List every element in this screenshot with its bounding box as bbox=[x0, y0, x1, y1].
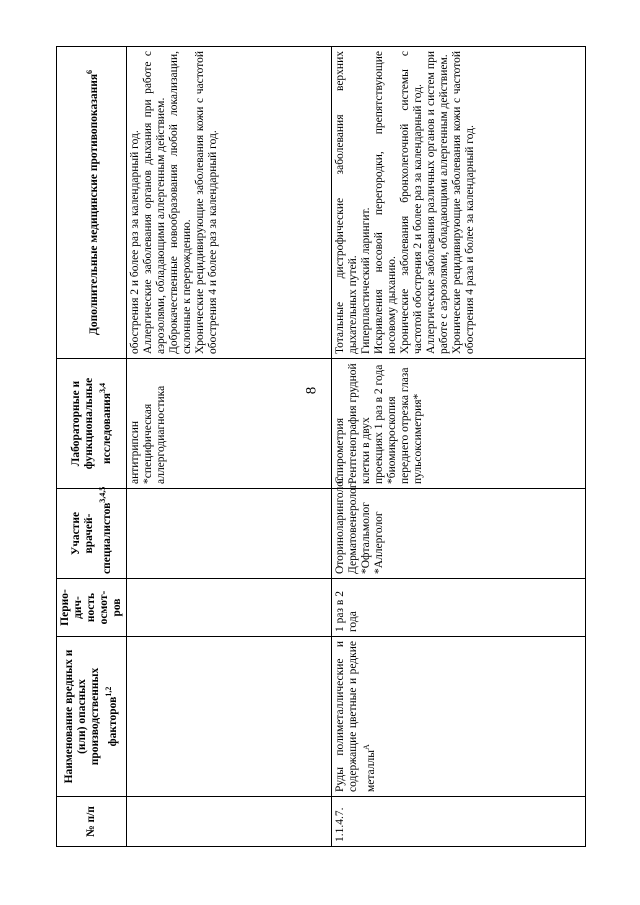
lab-item: антитрипсин bbox=[129, 420, 141, 484]
lab-item: *биомикроскопия переднего отрезка глаза bbox=[386, 367, 411, 484]
header-contra: Дополнительные медицинские противопоказания$^6$ bbox=[57, 47, 127, 359]
contra-item: Хронические заболевания бронхолегочной системы с частотой обострения 2 и более раз за календарный год. bbox=[399, 51, 424, 354]
header-num: № п/п bbox=[57, 797, 127, 847]
contra-item: Доброкачественные новообразования любой локализации, склонные к перерождению. bbox=[168, 51, 193, 354]
header-period: Перио-дич-ность осмот-ров bbox=[57, 579, 127, 637]
contra-item: обострения 2 и более раз за календарный год. bbox=[129, 130, 141, 354]
cell-lab bbox=[127, 359, 332, 489]
lab-item: Рентгенография грудной клетки в двух проекциях 1 раз в 2 года bbox=[347, 363, 385, 484]
cell-period: 1 раз в 2 года bbox=[332, 579, 586, 637]
rotated-table-container bbox=[56, 47, 586, 847]
specialist-item: Дерматовенеролог bbox=[347, 483, 359, 574]
lab-item: Спирометрия bbox=[334, 417, 346, 484]
cell-num bbox=[127, 797, 332, 847]
page-number: 8 bbox=[303, 386, 320, 394]
contra-item: Хронические рецидивирующие заболевания кожи с частотой обострения 4 раза и более за календарный год. bbox=[451, 51, 476, 354]
cell-period bbox=[127, 579, 332, 637]
cell-contra bbox=[127, 47, 332, 359]
cell-factor: Руды полиметаллические и содержащие цветные и редкие металлы$^А$ bbox=[332, 637, 586, 797]
medical-requirements-table bbox=[56, 46, 586, 847]
header-lab: Лабораторные и функциональные исследования$^{3,4}$ bbox=[57, 359, 127, 489]
contra-item: Аллергические заболевания различных органов и систем при работе с аэрозолями, обладающими аллергенным действием. bbox=[425, 51, 450, 354]
contra-item: Искривления носовой перегородки, препятствующие носовому дыханию. bbox=[373, 51, 398, 354]
cell-specialists bbox=[127, 489, 332, 579]
specialist-item: *Офтальмолог bbox=[360, 502, 372, 574]
contra-item: Хронические рецидивирующие заболевания кожи с частотой обострения 4 и более раз за календарный год. bbox=[194, 51, 219, 354]
contra-item: Гиперпластический ларингит. bbox=[360, 207, 372, 354]
header-factor: Наименование вредных и (или) опасных производственных факторов$^{1,2}$ bbox=[57, 637, 127, 797]
contra-item: Аллергические заболевания органов дыхания при работе с аэрозолями, обладающими аллергенным действием. bbox=[142, 51, 167, 354]
specialist-item: *Аллерголог bbox=[373, 511, 385, 574]
table-row bbox=[127, 47, 332, 847]
contra-item: Тотальные дистрофические заболевания верхних дыхательных путей. bbox=[334, 51, 359, 354]
lab-item: пульсоксиметрия* bbox=[412, 393, 424, 484]
header-specialists: Участие врачей-специалистов$^{3,4,5}$ bbox=[57, 489, 127, 579]
table-header-row bbox=[57, 47, 127, 847]
specialist-item: Оториноларинголог bbox=[334, 476, 346, 574]
cell-lab bbox=[332, 359, 586, 489]
lab-item: *специфическая аллергодиагностика bbox=[142, 385, 167, 484]
cell-specialists bbox=[332, 476, 586, 579]
cell-num: 1.1.4.7. bbox=[332, 797, 586, 847]
table-row bbox=[332, 47, 586, 847]
cell-contra bbox=[332, 47, 586, 359]
cell-factor bbox=[127, 637, 332, 797]
